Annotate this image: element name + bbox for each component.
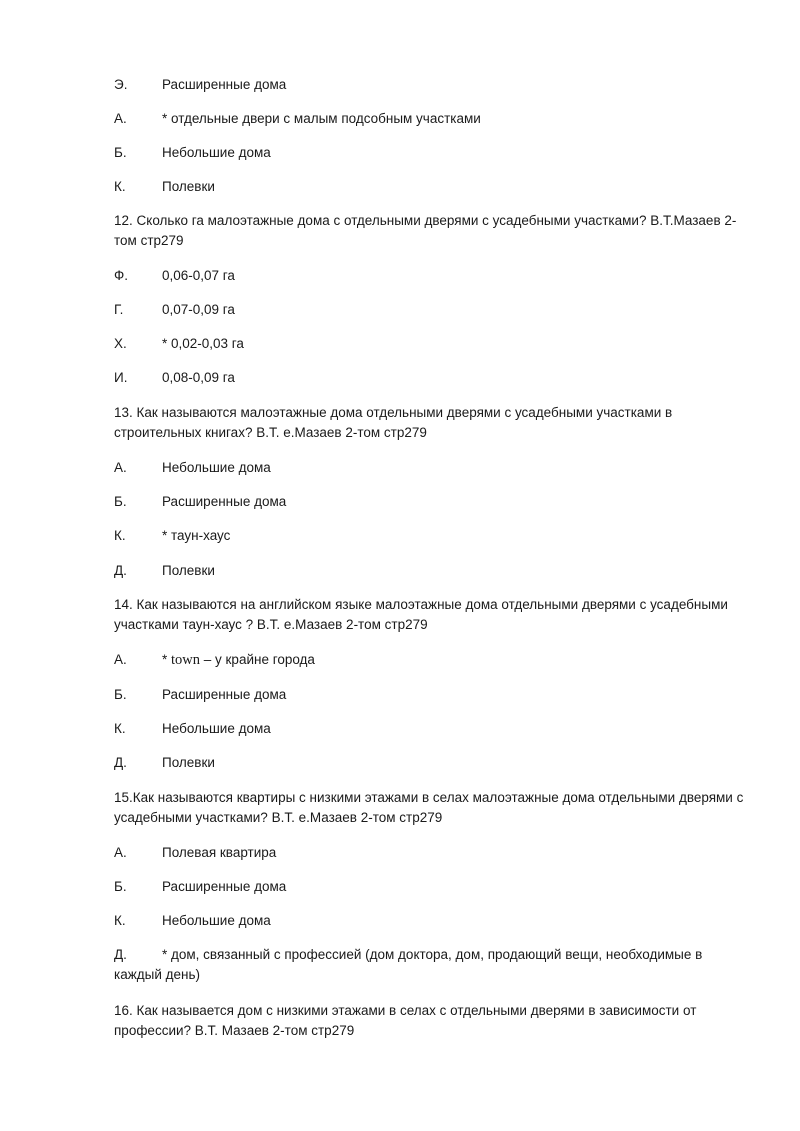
option-row — [114, 492, 286, 512]
option-row — [114, 143, 271, 163]
option-letter: А. — [114, 845, 127, 860]
option-letter: А. — [114, 652, 127, 667]
option-row — [114, 877, 286, 897]
option-row — [114, 75, 286, 95]
option-row — [114, 109, 481, 129]
option-row — [114, 458, 271, 478]
question-14: 14. Как называются на английском языке малоэтажные дома отдельными дверями с усадебными участками таун-хаус ? В.Т. е.Мазаев 2-том стр279 — [114, 597, 728, 632]
option-row — [114, 177, 215, 197]
option-letter: А. — [114, 111, 127, 126]
option-text: 0,07-0,09 га — [162, 302, 235, 317]
option-letter: Б. — [114, 494, 127, 509]
option-row — [114, 266, 235, 286]
option-text: 0,08-0,09 га — [162, 370, 235, 385]
option-row — [114, 911, 271, 931]
option-text: Небольшие дома — [162, 721, 271, 736]
option-text: * отдельные двери с малым подсобным участками — [162, 111, 481, 126]
option-text: Расширенные дома — [162, 494, 287, 509]
option-text-english-word: town — [171, 652, 201, 668]
option-text: 0,06-0,07 га — [162, 268, 235, 283]
option-text: Расширенные дома — [162, 77, 287, 92]
option-letter: К. — [114, 179, 126, 194]
option-letter: Ф. — [114, 268, 129, 283]
option-letter: Х. — [114, 336, 127, 351]
option-row — [114, 300, 235, 320]
option-letter: Д. — [114, 563, 127, 578]
option-text: * таун-хаус — [162, 528, 231, 543]
option-text: Полевая квартира — [162, 845, 277, 860]
option-letter: К. — [114, 721, 126, 736]
option-letter: Б. — [114, 687, 127, 702]
option-text: Небольшие дома — [162, 145, 271, 160]
option-letter: Э. — [114, 77, 128, 92]
option-row — [114, 334, 244, 354]
option-row — [114, 685, 286, 705]
option-row — [114, 843, 276, 863]
option-letter: Д. — [114, 755, 127, 770]
question-16: 16. Как называется дом с низкими этажами в селах с отдельными дверями в зависимости от профессии? В.Т. Мазаев 2-том стр279 — [114, 1003, 697, 1038]
option-text: Полевки — [162, 563, 215, 578]
question-13: 13. Как называются малоэтажные дома отдельными дверями с усадебными участками в строительных книгах? В.Т. е.Мазаев 2-том стр279 — [114, 405, 673, 440]
option-row — [114, 526, 230, 546]
question-12: 12. Сколько га малоэтажные дома с отдельными дверями с усадебными участками? В.Т.Мазаев 2-том стр279 — [114, 213, 737, 248]
option-letter: К. — [114, 528, 126, 543]
option-text: Полевки — [162, 755, 215, 770]
option-text: Небольшие дома — [162, 460, 271, 475]
option-text: * 0,02-0,03 га — [162, 336, 244, 351]
option-text: * дом, связанный с профессией (дом доктора, дом, продающий вещи, необходимые в каждый день) — [114, 947, 703, 982]
option-row — [114, 650, 315, 670]
option-row — [114, 368, 235, 388]
option-text — [162, 650, 315, 670]
option-text: Расширенные дома — [162, 879, 287, 894]
question-15: 15.Как называются квартиры с низкими этажами в селах малоэтажные дома отдельными дверями с усадебными участками? В.Т. е.Мазаев 2-том стр279 — [114, 790, 744, 825]
option-letter: Г. — [114, 302, 124, 317]
option-text: Полевки — [162, 179, 215, 194]
option-text-prefix: * — [162, 652, 172, 667]
option-row — [114, 719, 271, 739]
option-letter: К. — [114, 913, 126, 928]
option-letter: Д. — [114, 947, 127, 962]
option-row — [114, 753, 215, 773]
option-row — [114, 945, 744, 985]
option-letter: А. — [114, 460, 127, 475]
option-text: Небольшие дома — [162, 913, 271, 928]
option-letter: И. — [114, 370, 128, 385]
option-text: Расширенные дома — [162, 687, 287, 702]
option-letter: Б. — [114, 145, 127, 160]
option-row — [114, 561, 215, 581]
option-letter: Б. — [114, 879, 127, 894]
option-text-suffix: – у крайне города — [200, 652, 315, 667]
